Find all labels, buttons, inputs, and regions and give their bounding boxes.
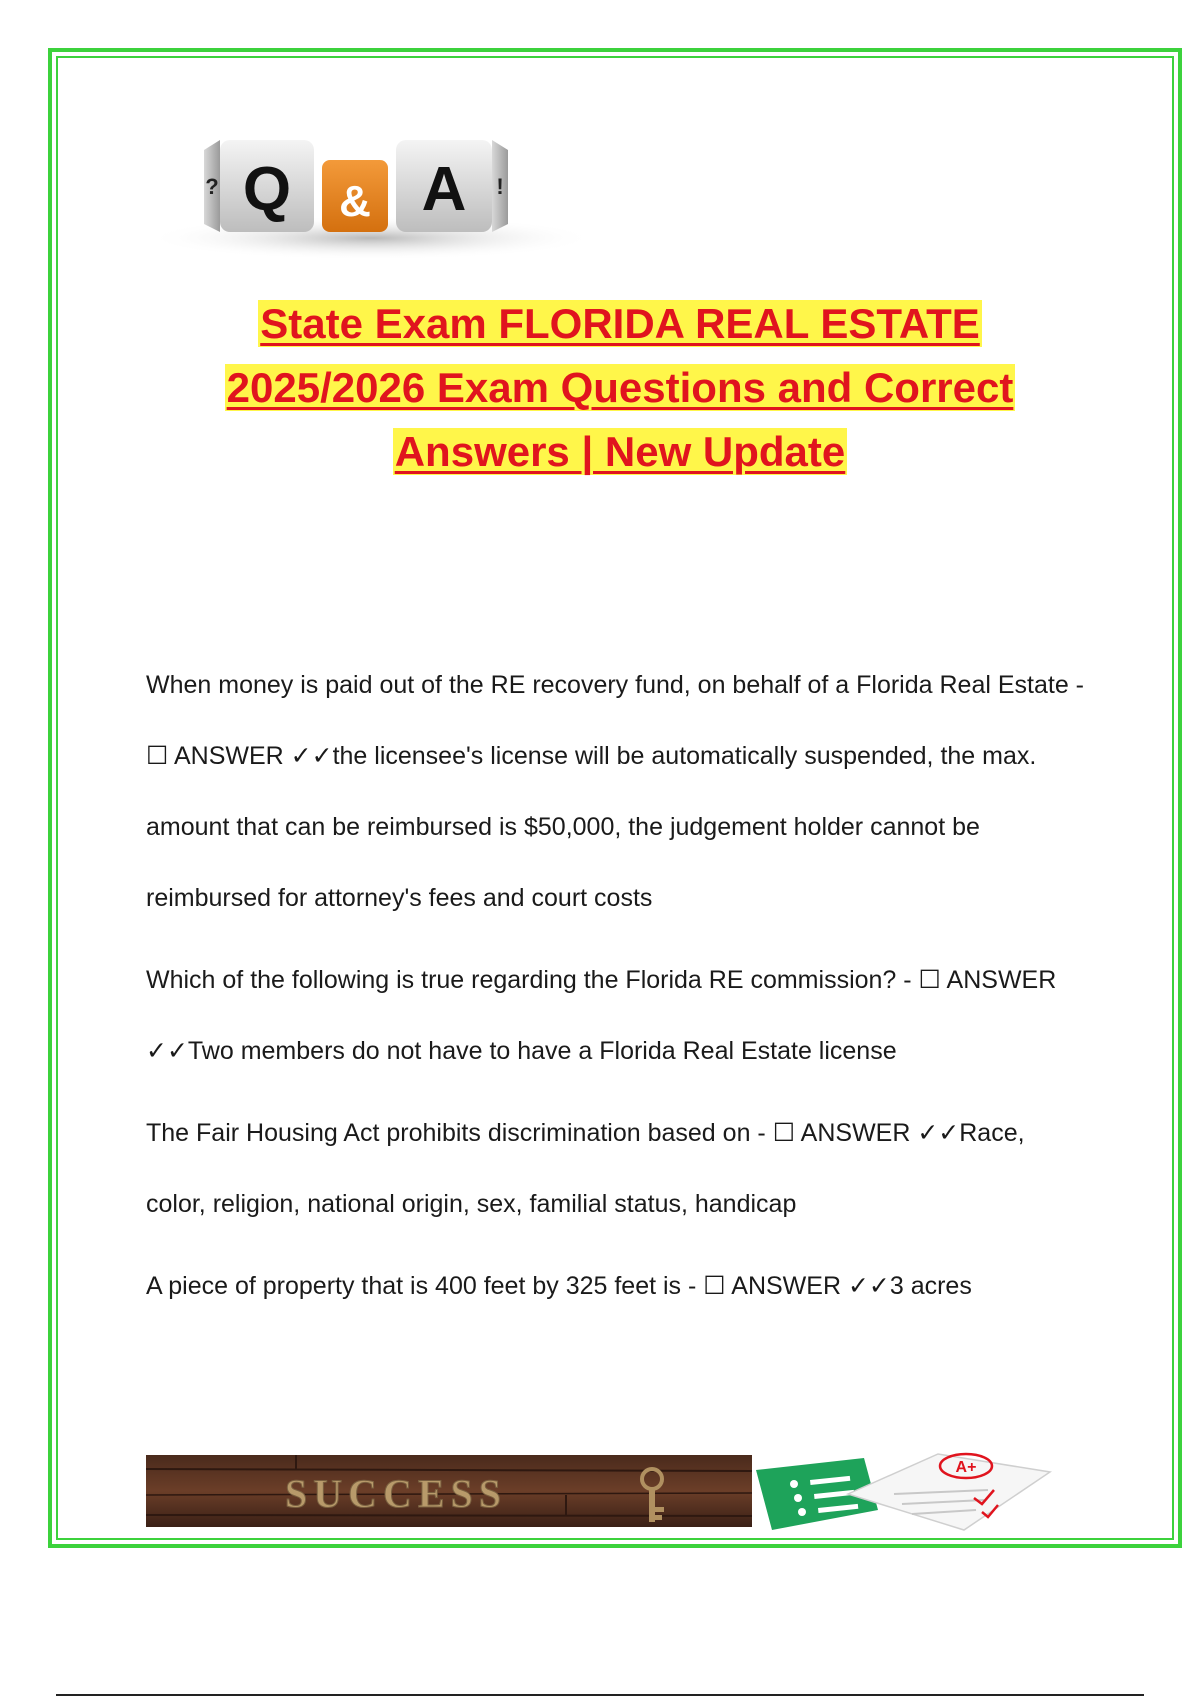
test-paper-icon	[848, 1454, 1050, 1530]
answer-label: ANSWER ✓✓	[168, 742, 333, 770]
qa-item	[146, 650, 1086, 934]
question-text: The Fair Housing Act prohibits discrimination based on -	[146, 1119, 773, 1147]
answer-text: Two members do not have to have a Florida Real Estate license	[187, 1037, 897, 1065]
footer-rule	[56, 1694, 1144, 1696]
title-line-2: 2025/2026 Exam Questions and Correct	[226, 364, 1014, 411]
question-text: When money is paid out of the RE recovery fund, on behalf of a Florida Real Estate -	[146, 671, 1085, 699]
question-text: A piece of property that is 400 feet by 325 feet is -	[146, 1272, 704, 1300]
answer-label: ANSWER ✓✓	[146, 966, 1057, 1065]
answer-text: Race, color, religion, national origin, sex, familial status, handicap	[146, 1119, 1025, 1218]
die-q	[204, 140, 314, 232]
answer-text: the licensee's license will be automatically suspended, the max. amount that can be reimbursed is $50,000, the judgement holder cannot be reimbursed for attorney's fees and court costs	[146, 742, 1037, 912]
question-text: Which of the following is true regarding the Florida RE commission? -	[146, 966, 919, 994]
title-line-1: State Exam FLORIDA REAL ESTATE	[260, 300, 980, 347]
missing-glyph-icon: ☐	[918, 966, 941, 994]
die-ampersand	[322, 160, 388, 232]
title-line-3: Answers | New Update	[394, 428, 846, 475]
document-title	[130, 292, 1110, 484]
success-banner	[146, 1455, 752, 1527]
answer-label: ANSWER ✓✓	[725, 1272, 890, 1300]
missing-glyph-icon: ☐	[772, 1119, 796, 1147]
qa-dice-logo	[146, 120, 596, 260]
die-letter-q: Q	[242, 155, 292, 224]
die-letter-amp: &	[339, 177, 371, 226]
grade-text: A+	[955, 1459, 977, 1476]
answer-label: ANSWER ✓✓	[795, 1119, 960, 1147]
qa-item	[146, 1251, 1086, 1322]
die-side-mark: ?	[205, 174, 219, 199]
die-a	[396, 140, 508, 232]
graded-test-graphic	[752, 1450, 1072, 1536]
qa-list	[146, 650, 1086, 1333]
qa-item	[146, 945, 1086, 1087]
qa-item	[146, 1098, 1086, 1240]
die-side-mark: !	[496, 174, 504, 199]
die-letter-a: A	[421, 155, 467, 224]
success-text: SUCCESS	[284, 1471, 508, 1516]
answer-text: 3 acres	[889, 1272, 972, 1300]
missing-glyph-icon: ☐	[703, 1272, 726, 1300]
missing-glyph-icon: ☐	[146, 742, 169, 770]
